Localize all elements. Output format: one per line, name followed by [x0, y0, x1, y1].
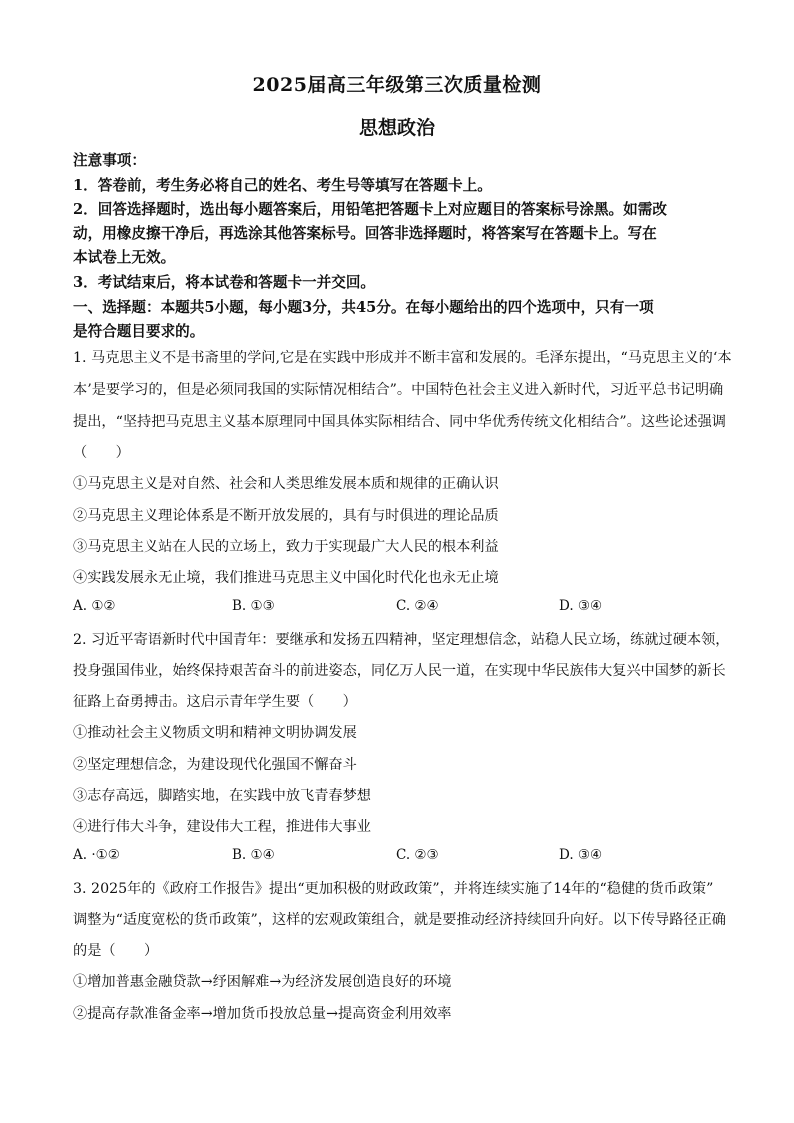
statement: ③志存高远，脚踏实地，在实践中放飞青春梦想 [73, 788, 371, 804]
question-stem: 投身强国伟业，始终保持艰苦奋斗的前进姿态，同亿万人民一道，在实现中华民族伟大复兴中国梦的新长 [73, 663, 726, 679]
question-stem: 提出，“坚持把马克思主义基本原理同中国具体实际相结合、同中华优秀传统文化相结合”。这些论述强调 [73, 414, 726, 430]
question-stem: 的是（ ） [73, 943, 159, 959]
option-a: A. ①② [73, 598, 116, 614]
option-a: A. ·①② [73, 847, 120, 863]
notice-item: 3．考试结束后，将本试卷和答题卡一并交回。 [73, 274, 376, 291]
statement: ④进行伟大斗争，建设伟大工程，推进伟大事业 [73, 819, 371, 835]
notice-item: 2．回答选择题时，选出每小题答案后，用铅笔把答题卡上对应题目的答案标号涂黑。如需改 [73, 201, 667, 218]
option-c: C. ②③ [396, 847, 439, 863]
statement: ②提高存款准备金率→增加货币投放总量→提高资金利用效率 [73, 1006, 452, 1022]
question-stem: 3. 2025年的《政府工作报告》提出“更加积极的财政政策”，并将连续实施了14年的“稳健的货币政策” [73, 881, 714, 897]
section-heading: 一、选择题：本题共5小题，每小题3分，共45分。在每小题给出的四个选项中，只有一项 [73, 299, 654, 316]
question-stem: 征路上奋勇搏击。这启示青年学生要（ ） [73, 694, 357, 710]
statement: ①增加普惠金融贷款→纾困解难→为经济发展创造良好的环境 [73, 974, 452, 990]
question-stem: 本’是要学习的，但是必须同我国的实际情况相结合”。中国特色社会主义进入新时代，习近平总书记明确 [73, 382, 724, 398]
option-d: D. ③④ [559, 598, 603, 614]
subject-title: 思想政治 [358, 117, 435, 139]
option-d: D. ③④ [559, 847, 603, 863]
statement: ②马克思主义理论体系是不断开放发展的，具有与时俱进的理论品质 [73, 508, 499, 524]
answer-blank: （ ） [73, 445, 130, 461]
option-b: B. ①④ [232, 847, 275, 863]
question-stem: 1. 马克思主义不是书斋里的学问,它是在实践中形成并不断丰富和发展的。毛泽东提出，“马克思主义的‘本 [73, 350, 732, 366]
notice-heading: 注意事项： [73, 152, 146, 169]
section-heading: 是符合题目要求的。 [73, 323, 205, 340]
notice-item: 动，用橡皮擦干净后，再选涂其他答案标号。回答非选择题时，将答案写在答题卡上。写在 [73, 225, 657, 242]
statement: ①推动社会主义物质文明和精神文明协调发展 [73, 725, 357, 741]
statement: ①马克思主义是对自然、社会和人类思维发展本质和规律的正确认识 [73, 476, 499, 492]
option-c: C. ②④ [396, 598, 439, 614]
statement: ②坚定理想信念，为建设现代化强国不懈奋斗 [73, 757, 357, 773]
question-stem: 2. 习近平寄语新时代中国青年：要继承和发扬五四精神，坚定理想信念，站稳人民立场，练就过硬本领， [73, 632, 730, 648]
exam-title: 2025届高三年级第三次质量检测 [252, 74, 542, 96]
statement: ③马克思主义站在人民的立场上，致力于实现最广大人民的根本利益 [73, 539, 499, 555]
notice-item: 1．答卷前，考生务必将自己的姓名、考生号等填写在答题卡上。 [73, 177, 492, 194]
option-b: B. ①③ [232, 598, 275, 614]
statement: ④实践发展永无止境，我们推进马克思主义中国化时代化也永无止境 [73, 570, 499, 586]
notice-item: 本试卷上无效。 [73, 249, 176, 266]
question-stem: 调整为“适度宽松的货币政策”，这样的宏观政策组合，就是要推动经济持续回升向好。以下传导路径正确 [73, 912, 726, 928]
